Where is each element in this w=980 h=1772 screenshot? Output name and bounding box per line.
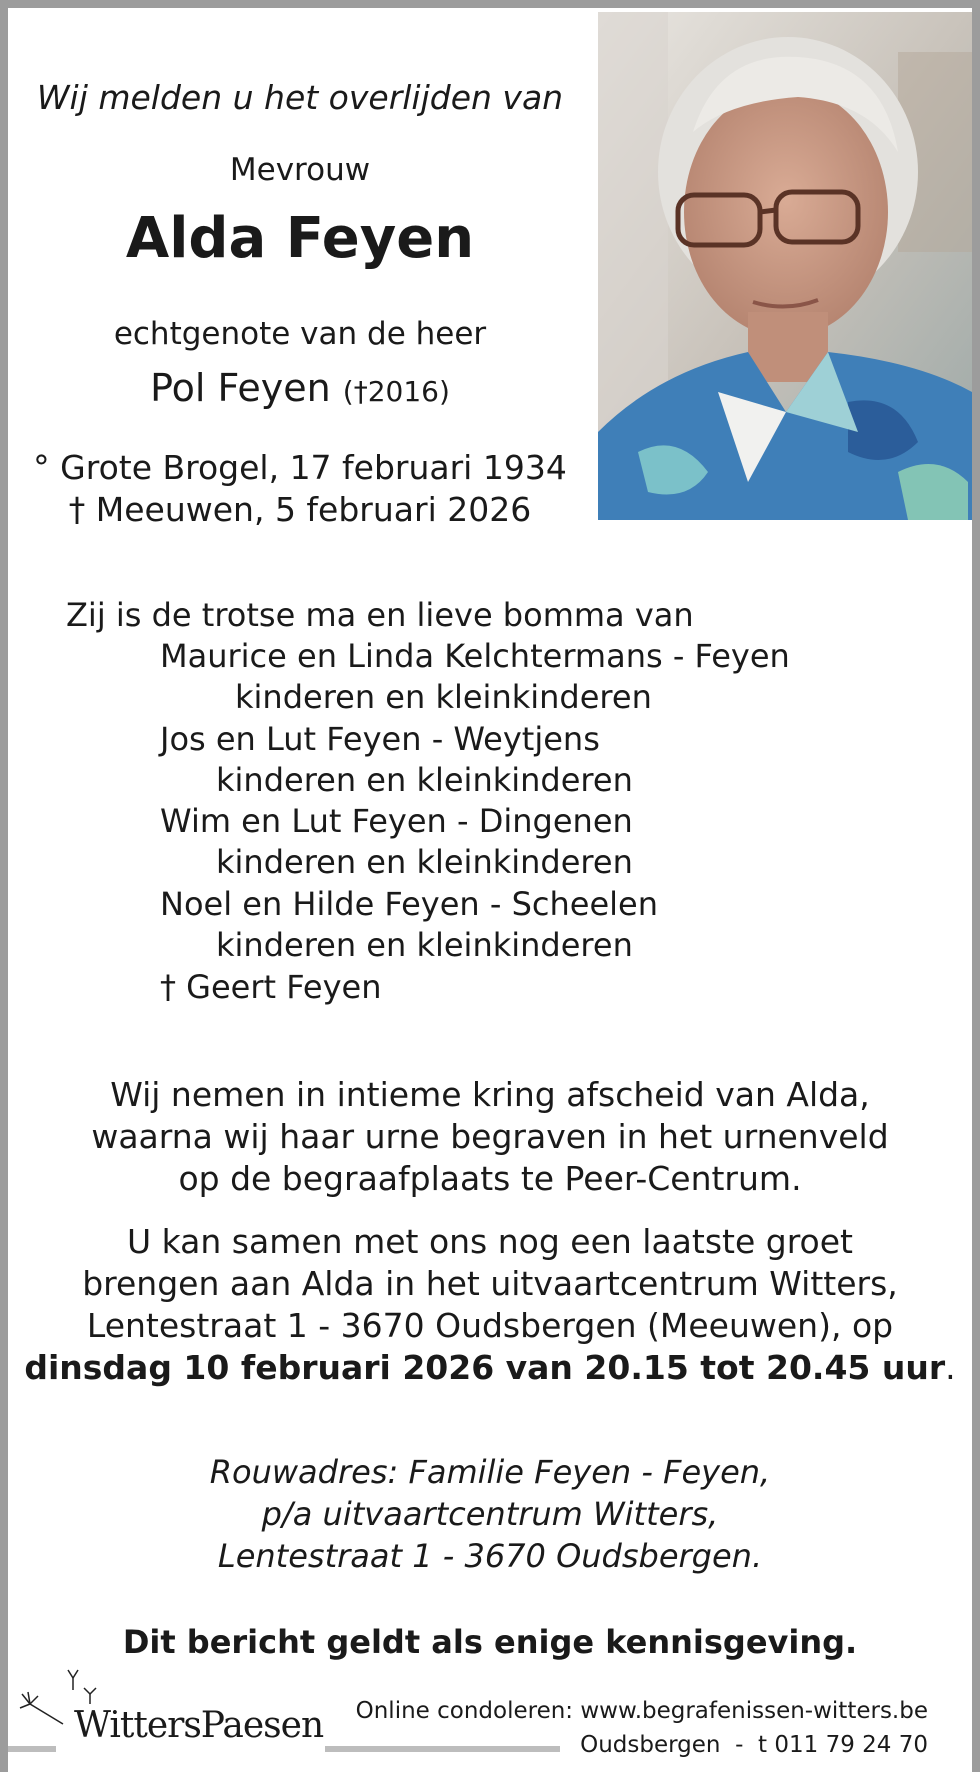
spouse-name [0, 366, 600, 410]
farewell-line: op de begraafplaats te Peer-Centrum. [178, 1159, 802, 1198]
contact-line: Oudsbergen - t 011 79 24 70 [580, 1732, 928, 1758]
family-line: kinderen en kleinkinderen [216, 926, 633, 964]
birth-line: ° Grote Brogel, 17 februari 1934 [33, 448, 567, 487]
visit-date: dinsdag 10 februari 2026 van 20.15 tot 20.45 uur [24, 1348, 946, 1387]
spouse-name-text: Pol Feyen [150, 366, 331, 410]
visit-line: brengen aan Alda in het uitvaartcentrum Witters, [82, 1264, 898, 1303]
notice-text: Dit bericht geldt als enige kennisgeving. [122, 1623, 858, 1661]
portrait-photo [598, 12, 972, 520]
farewell-line: Wij nemen in intieme kring afscheid van Alda, [110, 1075, 870, 1114]
farewell-line: waarna wij haar urne begraven in het urnenveld [91, 1117, 889, 1156]
address-line: p/a uitvaartcentrum Witters, [261, 1495, 719, 1533]
online-condolence-link[interactable]: Online condoleren: www.begrafenissen-witters.be [355, 1698, 928, 1724]
footer-rule-left [8, 1746, 56, 1752]
family-line: Noel en Hilde Feyen - Scheelen [160, 885, 658, 923]
family-line: † Geert Feyen [160, 968, 382, 1006]
address-line: Rouwadres: Familie Feyen - Feyen, [209, 1453, 771, 1491]
family-line: Wim en Lut Feyen - Dingenen [160, 802, 633, 840]
address-line: Lentestraat 1 - 3670 Oudsbergen. [217, 1537, 763, 1575]
spouse-label: echtgenote van de heer [113, 316, 487, 352]
death-line: † Meeuwen, 5 februari 2026 [68, 490, 532, 529]
visit-line: U kan samen met ons nog een laatste groet [127, 1222, 853, 1261]
spouse-death-year: (†2016) [342, 375, 450, 408]
visit-line: Lentestraat 1 - 3670 Oudsbergen (Meeuwen), op [86, 1306, 894, 1345]
intro-text: Wij melden u het overlijden van [36, 78, 564, 117]
family-line: kinderen en kleinkinderen [235, 678, 652, 716]
family-line: Jos en Lut Feyen - Weytjens [160, 720, 600, 758]
family-line: kinderen en kleinkinderen [216, 761, 633, 799]
family-line: kinderen en kleinkinderen [216, 843, 633, 881]
visit-date-line [0, 1348, 980, 1387]
footer-rule-mid [325, 1746, 560, 1752]
visit-date-period: . [945, 1348, 956, 1387]
family-line: Maurice en Linda Kelchtermans - Feyen [160, 637, 790, 675]
company-logo-text: WittersPaesen [74, 1705, 324, 1746]
family-intro: Zij is de trotse ma en lieve bomma van [66, 596, 694, 634]
honorific: Mevrouw [229, 152, 371, 188]
deceased-name: Alda Feyen [125, 206, 475, 271]
